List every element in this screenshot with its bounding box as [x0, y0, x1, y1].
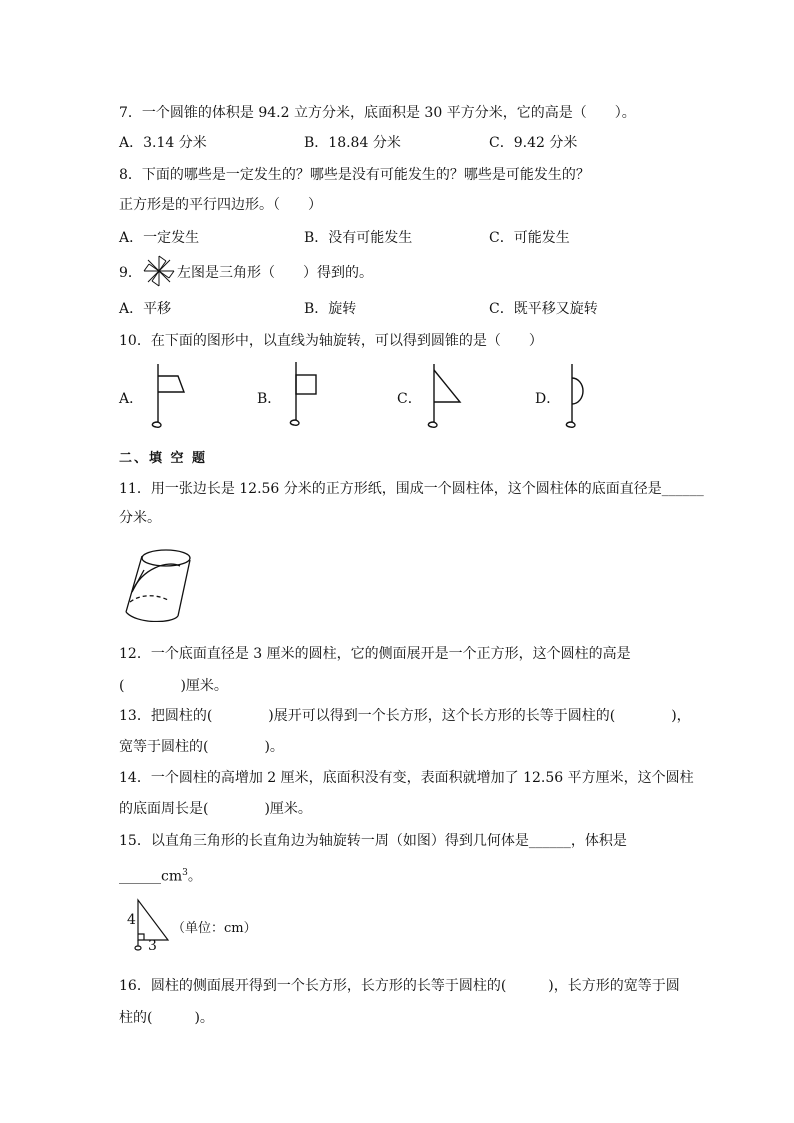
rolled-paper-cylinder-figure — [122, 540, 194, 622]
q10-figure-d-semicircle — [560, 362, 596, 430]
q14-line1: 14．一个圆柱的高增加 2 厘米，底面积没有变，表面积就增加了 12.56 平方厘米，这个圆柱 — [119, 770, 694, 786]
q7-option-b: B．18.84 分米 — [304, 135, 401, 151]
q13-line2: 宽等于圆柱的( )。 — [119, 739, 284, 755]
q9-number: 9． — [119, 265, 142, 281]
q15-line2-end: 。 — [187, 868, 202, 885]
q10-label-a: A． — [119, 391, 144, 407]
q10-stem: 10．在下面的图形中，以直线为轴旋转，可以得到圆锥的是（ ） — [119, 333, 543, 349]
q7-stem: 7．一个圆锥的体积是 94.2 立方分米，底面积是 30 平方分米，它的高是（ ）。 — [119, 105, 636, 121]
q11-line1: 11．用一张边长是 12.56 分米的正方形纸，围成一个圆柱体，这个圆柱体的底面直径是______ — [119, 481, 704, 497]
q8-statement: 正方形是的平行四边形。（ ） — [119, 197, 322, 213]
q15-line1: 15．以直角三角形的长直角边为轴旋转一周（如图）得到几何体是______，体积是 — [119, 833, 627, 849]
q10-label-b: B． — [257, 391, 282, 407]
q15-unit-note: （单位：cm） — [172, 921, 257, 936]
q9-stem: 左图是三角形（ ）得到的。 — [177, 265, 373, 281]
q8-stem: 8．下面的哪些是一定发生的？哪些是没有可能发生的？哪些是可能发生的？ — [119, 167, 590, 183]
q12-line1: 12．一个底面直径是 3 厘米的圆柱，它的侧面展开是一个正方形，这个圆柱的高是 — [119, 646, 631, 662]
triangle-side-label-height: 4 — [127, 912, 136, 928]
pinwheel-figure — [142, 254, 176, 288]
q10-figure-a-flag — [144, 362, 188, 430]
q8-option-a: A．一定发生 — [119, 230, 200, 246]
q8-option-c: C．可能发生 — [489, 230, 570, 246]
q10-figure-b-square — [284, 360, 324, 428]
q13-line1: 13．把圆柱的( )展开可以得到一个长方形，这个长方形的长等于圆柱的( )， — [119, 708, 691, 724]
q16-line2: 柱的( )。 — [119, 1010, 214, 1026]
q15-blank-volume: ______cm — [119, 868, 183, 885]
section-title-fill-in: 二、填 空 题 — [119, 451, 208, 466]
q15-unit-superscript: 3 — [182, 868, 188, 878]
q16-line1: 16．圆柱的侧面展开得到一个长方形，长方形的长等于圆柱的( )，长方形的宽等于圆 — [119, 978, 680, 994]
q7-option-c: C．9.42 分米 — [489, 135, 578, 151]
q8-option-b: B．没有可能发生 — [304, 230, 413, 246]
triangle-side-label-base: 3 — [148, 938, 157, 954]
q10-label-c: C． — [397, 391, 422, 407]
q9-option-c: C．既平移又旋转 — [489, 301, 598, 317]
q12-line2: ( )厘米。 — [119, 678, 228, 694]
q14-line2: 的底面周长是( )厘米。 — [119, 801, 312, 817]
q7-option-a: A．3.14 分米 — [119, 135, 207, 151]
q9-option-b: B．旋转 — [304, 301, 357, 317]
q15-line2 — [119, 864, 202, 886]
q10-figure-c-triangle — [422, 362, 466, 430]
q10-label-d: D． — [535, 391, 561, 407]
q9-option-a: A．平移 — [119, 301, 172, 317]
q11-line2: 分米。 — [119, 510, 161, 526]
